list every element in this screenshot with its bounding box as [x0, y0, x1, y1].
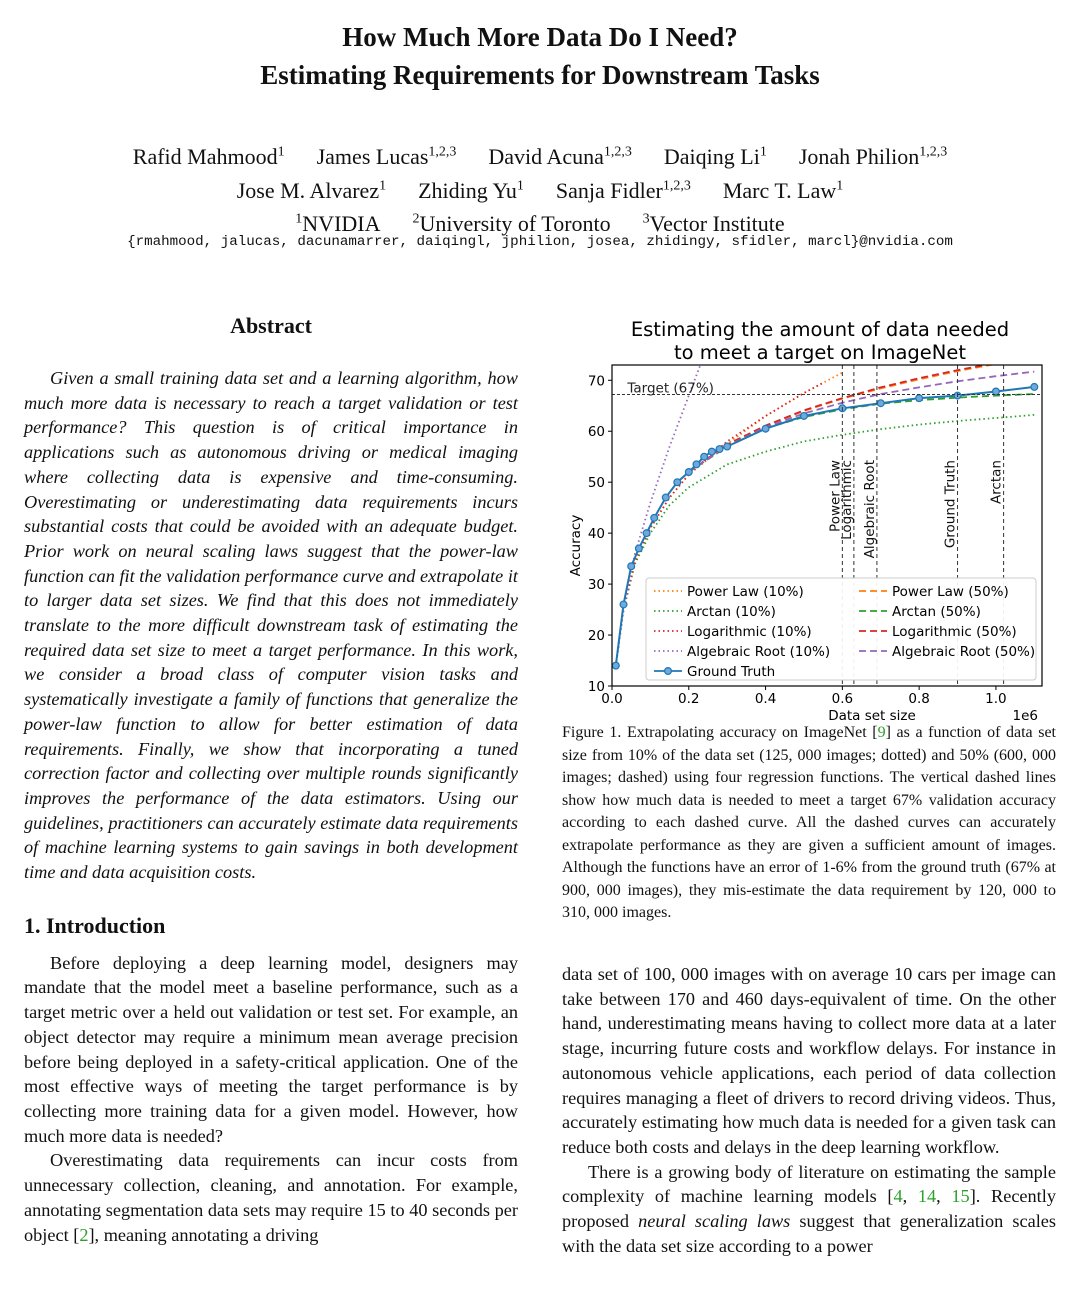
right-paragraph-2	[562, 1160, 1056, 1259]
author-name	[488, 144, 631, 169]
citation-link[interactable]: 4	[893, 1186, 903, 1207]
author-affiliation-marker: 1	[836, 178, 844, 194]
affiliation-name: University of Toronto	[419, 210, 611, 236]
affiliations-row	[0, 205, 1080, 238]
author-name	[664, 144, 767, 169]
vline-label: Arctan	[988, 460, 1005, 505]
emphasis-term: neural scaling laws	[638, 1211, 791, 1232]
citation-link[interactable]: 14	[917, 1186, 937, 1207]
data-point	[662, 494, 669, 501]
legend-label: Power Law (50%)	[892, 584, 1009, 600]
author-name	[133, 144, 285, 169]
title-line-2: Estimating Requirements for Downstream Tasks	[260, 60, 820, 90]
author-name-text: James Lucas	[316, 144, 429, 170]
data-point	[708, 448, 715, 455]
right-column	[562, 310, 1057, 1256]
y-tick-label: 30	[587, 577, 605, 594]
data-point	[716, 446, 723, 453]
author-name	[317, 144, 457, 169]
data-point	[693, 461, 700, 468]
affiliation-marker: 3	[642, 211, 650, 227]
data-point	[685, 469, 692, 476]
x-tick-label: 0.4	[754, 691, 777, 707]
left-column	[24, 310, 518, 1247]
author-affiliation-marker: 1	[759, 145, 767, 160]
y-tick-label: 60	[587, 424, 605, 441]
right-p2-text: There is a growing body of literature on estimating the sample complexity of machine learning models [	[562, 1161, 1056, 1207]
affiliation	[643, 211, 785, 236]
y-tick-label: 40	[587, 526, 605, 543]
right-p2-text-mid: ]. Recently proposed	[562, 1186, 1056, 1232]
chart-title-line-2: to meet a target on ImageNet	[673, 341, 967, 364]
intro-p2-text: Overestimating data requirements can incur costs from unnecessary collection, cleaning, and annotation. For example, annotating segmentation data sets may require 15 to 40 seconds per object [	[24, 1150, 518, 1245]
data-point	[1031, 384, 1038, 391]
data-point	[877, 400, 884, 407]
author-affiliation-marker: 1,2,3	[428, 145, 457, 160]
right-paragraph-1: data set of 100, 000 images with on average 10 cars per image can take between 170 and 460 days-equivalent of time. On the other hand, underestimating means having to collect more data at a later stage, incurring future costs and workflow delays. For instance in autonomous vehicle applications, each period of data collection requires managing a fleet of drivers to record driving videos. Thus, accurately estimating how much data is needed for a given task can reduce both costs and delays in the deep learning workflow.	[562, 964, 1056, 1157]
author-name	[237, 178, 386, 203]
legend-label: Logarithmic (50%)	[892, 624, 1017, 640]
data-point	[724, 443, 731, 450]
y-axis-label: Accuracy	[568, 514, 584, 577]
author-name-text: Zhiding Yu	[418, 177, 517, 203]
data-point	[612, 662, 619, 669]
affiliation-marker: 1	[295, 211, 303, 227]
series-line-algebraic-root-50	[689, 372, 1035, 472]
author-name-text: Jose M. Alvarez	[236, 177, 380, 203]
legend-label: Arctan (10%)	[687, 604, 776, 620]
data-point	[643, 530, 650, 537]
affiliation	[295, 211, 380, 236]
data-point	[916, 395, 923, 402]
affiliation-name: Vector Institute	[649, 210, 785, 236]
data-point	[993, 388, 1000, 395]
legend-label: Arctan (50%)	[892, 604, 981, 620]
author-name	[556, 178, 691, 203]
caption-text: Figure 1. Extrapolating accuracy on ImageNet [	[562, 724, 878, 741]
vline-label: Logarithmic	[838, 460, 855, 540]
x-tick-label: 0.2	[678, 691, 700, 707]
y-tick-label: 10	[587, 679, 605, 695]
right-body-text	[562, 962, 1056, 1258]
intro-p2-text-end: ], meaning annotating a driving	[88, 1224, 319, 1245]
affiliation-name: NVIDIA	[302, 210, 381, 236]
legend-label: Power Law (10%)	[687, 584, 804, 600]
vline-label: Ground Truth	[942, 460, 959, 549]
caption-text-end: ] as a function of data set size from 10% of the data set (125, 000 images; dotted) and 50% (600, 000 images; dashed) using four regression functions. The vertical dashed lines show how much data is needed to meet a target 67% validation accuracy according to each dashed curve. All the dashed curves can accurately extrapolate performance as they are given a sufficient amount of images. Although the functions have an error of 1-6% from the ground truth (67% at 900, 000 images), they mis-estimate the data requirement by 120, 000 to 310, 000 images.	[562, 724, 1057, 921]
data-point	[701, 453, 708, 460]
data-point	[628, 563, 635, 570]
intro-paragraph-2	[24, 1148, 518, 1247]
figure-1-caption	[562, 722, 1056, 925]
chart-title-line-1: Estimating the amount of data needed	[630, 318, 1010, 341]
data-point	[620, 601, 627, 608]
abstract-text: Given a small training data set and a learning algorithm, how much more data is necessary to reach a target validation or test performance? This question is of critical importance in applications such as autonomous driving or medical imaging where collecting data is expensive and time-consuming. Overestimating or underestimating data requirements incurs substantial costs that could be avoided with an adequate budget. Prior work on neural scaling laws suggest that the power-law function can fit the validation performance curve and extrapolate it to larger data set sizes. We find that this does not immediately translate to the more difficult downstream task of estimating the required data set size to meet a target performance. In this work, we consider a broad class of computer vision tasks and systematically investigate a family of functions that generalize the power-law function to allow for better estimation of data requirements. Finally, we show that incorporating a tuned correction factor and collecting over multiple rounds significantly improves the performance of the data estimators. Using our guidelines, practitioners can accurately estimate data requirements of machine learning systems to gain savings in both development time and data acquisition costs.	[24, 368, 518, 883]
data-point	[801, 413, 808, 420]
y-tick-label: 20	[587, 628, 605, 645]
data-point	[651, 514, 658, 521]
vline-label: Algebraic Root	[861, 460, 878, 559]
target-label: Target (67%)	[627, 380, 714, 397]
y-tick-label: 50	[587, 475, 605, 492]
x-tick-label: 0.8	[908, 691, 930, 707]
citation-link[interactable]: 15	[951, 1186, 970, 1207]
author-block	[0, 138, 1080, 238]
citation-link[interactable]: 2	[79, 1224, 89, 1245]
x-axis-label: Data set size	[828, 708, 916, 722]
x-tick-label: 0.6	[831, 691, 854, 707]
legend-label: Algebraic Root (50%)	[892, 644, 1036, 660]
x-tick-label: 0.0	[601, 691, 623, 707]
title-line-1: How Much More Data Do I Need?	[342, 22, 738, 52]
authors-row-1	[0, 138, 1080, 171]
author-name-text: Jonah Philion	[798, 144, 920, 170]
legend-label: Algebraic Root (10%)	[687, 644, 831, 660]
x-offset-label: 1e6	[1012, 708, 1038, 722]
citation-link[interactable]: 9	[877, 724, 886, 741]
data-point	[674, 479, 681, 486]
author-affiliation-marker: 1,2,3	[603, 145, 632, 160]
author-emails: {rmahmood, jalucas, dacunamarrer, daiqingl, jphilion, josea, zhidingy, sfidler, marcl}@nvidia.com	[127, 234, 953, 250]
author-name-text: Marc T. Law	[722, 177, 837, 203]
legend-label: Ground Truth	[687, 664, 776, 680]
author-affiliation-marker: 1,2,3	[662, 178, 691, 194]
authors-row-2	[0, 171, 1080, 204]
x-tick-label: 1.0	[985, 691, 1007, 707]
author-affiliation-marker: 1	[379, 178, 387, 194]
y-tick-label: 70	[587, 373, 605, 390]
data-point	[762, 425, 769, 432]
author-affiliation-marker: 1	[516, 178, 524, 194]
author-name-text: Daiqing Li	[663, 144, 760, 170]
abstract-heading: Abstract	[230, 313, 312, 338]
author-name-text: Sanja Fidler	[555, 177, 663, 203]
data-point	[635, 545, 642, 552]
author-affiliation-marker: 1	[277, 145, 285, 160]
author-name-text: Rafid Mahmood	[132, 144, 278, 170]
legend-marker	[665, 668, 672, 675]
author-name	[799, 144, 947, 169]
separator: ,	[902, 1186, 918, 1207]
legend-label: Logarithmic (10%)	[687, 624, 812, 640]
affiliation	[413, 211, 611, 236]
figure-1-chart	[562, 310, 1056, 722]
author-name	[723, 178, 843, 203]
vline-label: Power Law	[827, 460, 844, 532]
introduction-heading: 1. Introduction	[24, 912, 166, 938]
affiliation-marker: 2	[412, 211, 420, 227]
author-name	[418, 178, 524, 203]
right-p2-text-end: suggest that generalization scales with the data set size according to a power	[562, 1211, 1056, 1256]
separator: ,	[936, 1186, 952, 1207]
author-affiliation-marker: 1,2,3	[919, 145, 948, 160]
intro-paragraph-1: Before deploying a deep learning model, designers may mandate that the model meet a baseline performance, such as a target metric over a held out validation or test set. For example, an object detector may require a minimum mean average precision before being deployed in a safety-critical application. One of the most effective ways of meeting the target performance is by collecting more training data for a given model. However, how much more data is needed?	[24, 952, 518, 1146]
paper-title	[0, 18, 1080, 94]
author-name-text: David Acuna	[488, 144, 604, 170]
